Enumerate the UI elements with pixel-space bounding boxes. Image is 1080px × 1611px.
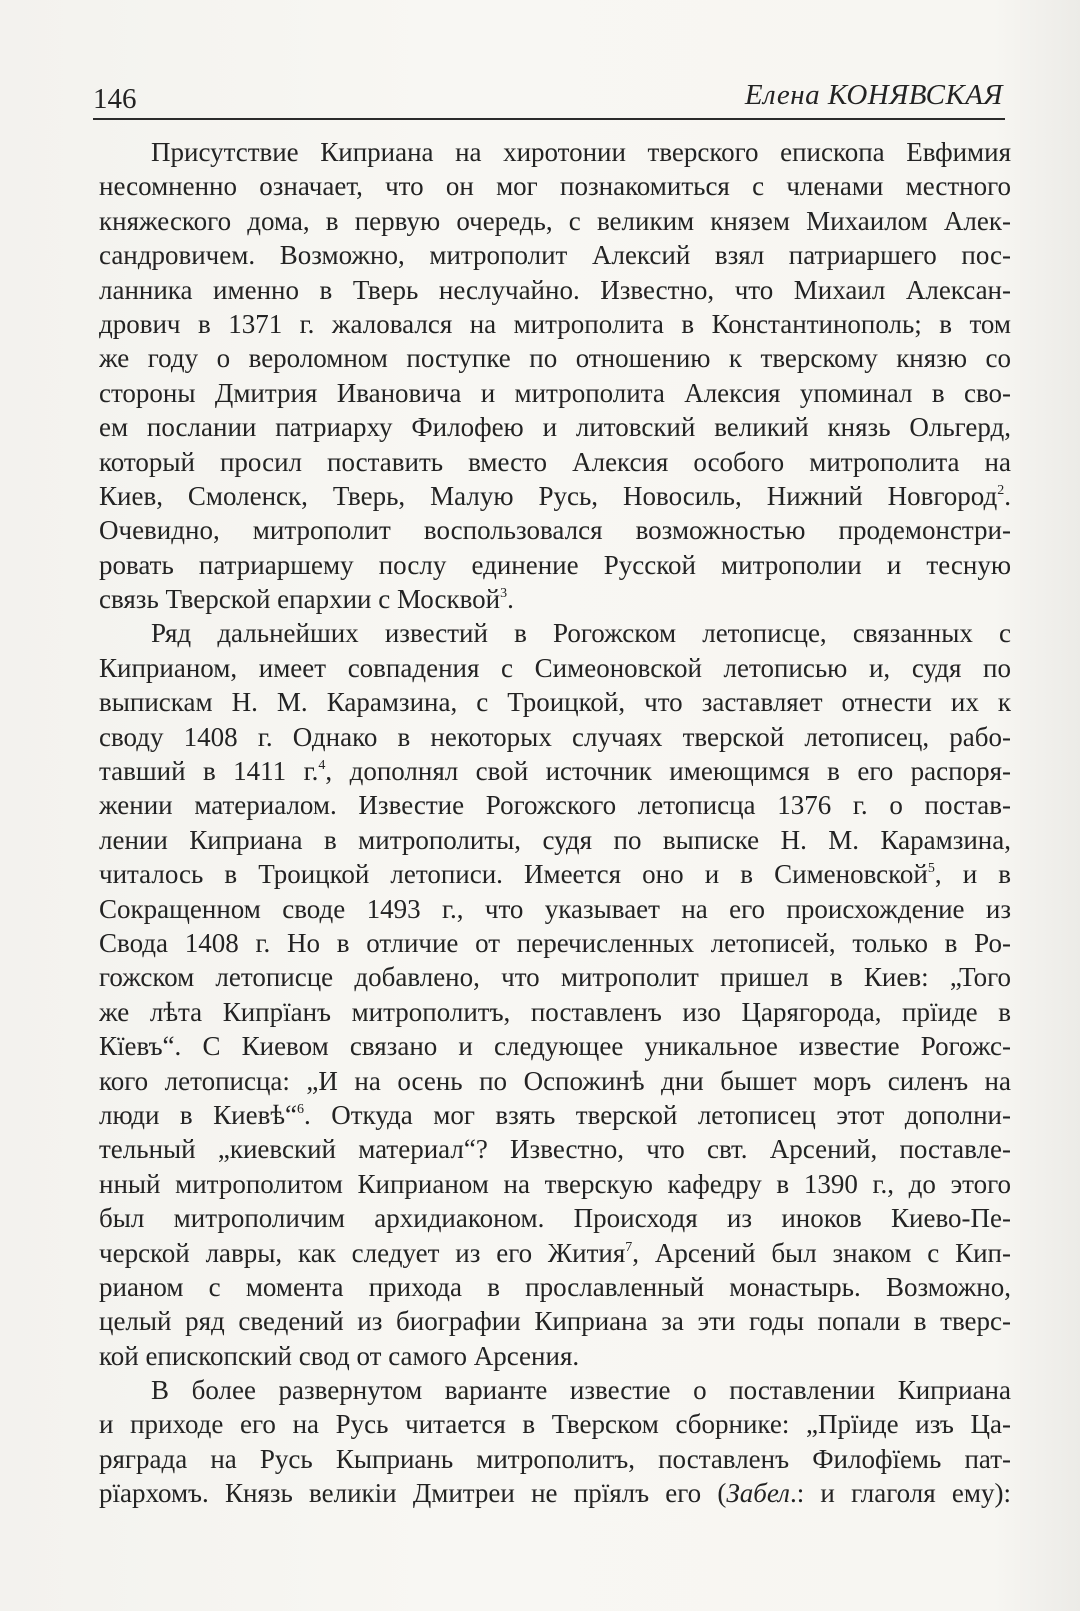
text-line: же лѣта Кипрїанъ митрополитъ, поставленъ изо Царягорода, прїиде в — [99, 996, 1011, 1027]
text-line: кой епископский свод от самого Арсения. — [99, 1340, 580, 1371]
line-text: . — [1004, 480, 1011, 511]
text-line-with-footnote — [99, 1236, 1011, 1270]
line-text: , дополнял свой источник имеющимся в его распоря- — [325, 756, 1011, 787]
line-text: связь Тверской епархии с Москвой — [99, 584, 501, 615]
italic-abbreviation: Забел — [726, 1478, 790, 1509]
text-line: Ряд дальнейших известий в Рогожском летописце, связанных с — [151, 618, 1011, 649]
line-text: , Арсений был знаком с Кип- — [632, 1237, 1011, 1268]
text-line: гожском летописце добавлено, что митрополит пришел в Киев: „Того — [99, 962, 1011, 993]
line-text: . — [507, 584, 514, 615]
text-line: своду 1408 г. Однако в некоторых случаях тверской летописец, рабо- — [99, 721, 1011, 752]
text-line: же году о вероломном поступке по отношению к тверскому князю со — [99, 343, 1011, 374]
text-line: стороны Дмитрия Ивановича и митрополита Алексия упоминал в сво- — [99, 377, 1011, 408]
text-line-with-footnote — [99, 582, 1011, 616]
text-line-with-footnote — [99, 857, 1011, 891]
text-line: рягрaда на Русь Кыприань митрополитъ, поставленъ Филофїемь пат- — [99, 1443, 1011, 1474]
text-line: и приходе его на Русь читается в Тверском сборнике: „Прїиде изъ Ца- — [99, 1409, 1011, 1440]
text-line: В более развернутом варианте известие о поставлении Киприана — [151, 1375, 1011, 1406]
text-line: который просил поставить вместо Алексия особого митрополита на — [99, 446, 1011, 477]
footnote-marker: 4 — [318, 758, 326, 774]
text-line-with-footnote — [99, 1098, 1011, 1132]
text-line-with-footnote — [99, 479, 1011, 513]
text-line-with-footnote — [99, 754, 1011, 788]
text-line-with-italic — [99, 1476, 1011, 1510]
line-text: . Откуда мог взять тверской летописец этот дополни- — [304, 1099, 1011, 1130]
page-number: 146 — [93, 83, 137, 115]
running-title-author: Елена КОНЯВСКАЯ — [744, 79, 1003, 111]
text-line: лении Киприана в митрополиты, судя по выписке Н. М. Карамзина, — [99, 824, 1011, 855]
text-line: Кїевъ“. С Киевом связано и следующее уникальное известие Рогожс- — [99, 1031, 1011, 1062]
line-text: черской лавры, как следует из его Жития — [99, 1237, 626, 1268]
text-line: жении материалом. Известие Рогожского летописца 1376 г. о постав- — [99, 790, 1011, 821]
text-line: выпискам Н. М. Карамзина, с Троицкой, что заставляет отнести их к — [99, 687, 1011, 718]
text-line: тельный „киевский материал“? Известно, что свт. Арсений, поставле- — [99, 1134, 1011, 1165]
footnote-marker: 2 — [997, 482, 1005, 498]
line-text: тавший в 1411 г. — [99, 756, 319, 787]
footnote-marker: 3 — [500, 586, 508, 602]
text-line: был митрополичим архидиаконом. Происходя из иноков Киево-Пе- — [99, 1203, 1011, 1234]
text-line: ем послании патриарху Филофею и литовский великий князь Ольгерд, — [99, 412, 1011, 443]
line-text: .: и глаголя ему): — [789, 1478, 1011, 1509]
line-text: Киев, Смоленск, Тверь, Малую Русь, Новосиль, Нижний Новгород — [99, 480, 998, 511]
line-text: рїархомъ. Князь великіи Дмитреи не прїялъ его ( — [99, 1478, 727, 1509]
text-line: Очевидно, митрополит воспользовался возможностью продемонстри- — [99, 515, 1011, 546]
running-header — [93, 78, 1005, 120]
body-text — [99, 135, 1011, 1511]
text-line: кого летописца: „И на осень по Оспожинѣ дни бышет моръ силенъ на — [99, 1065, 1011, 1096]
text-line: Свода 1408 г. Но в отличие от перечисленных летописей, только в Ро- — [99, 927, 1011, 958]
line-text: , и в — [934, 859, 1011, 890]
text-line: сандровичем. Возможно, митрополит Алексий взял патриаршего пос- — [99, 240, 1011, 271]
text-line: ровать патриаршему послу единение Русской митрополии и тесную — [99, 549, 1011, 580]
footnote-marker: 7 — [625, 1239, 633, 1255]
text-line: несомненно означает, что он мог познакомиться с членами местного — [99, 171, 1011, 202]
text-line: Присутствие Киприана на хиротонии тверского епископа Евфимия — [151, 137, 1011, 167]
text-line: дрович в 1371 г. жаловался на митрополита в Константинополь; в том — [99, 308, 1011, 339]
text-line: рианом с момента прихода в прославленный монастырь. Возможно, — [99, 1271, 1011, 1302]
text-line: княжеского дома, в первую очередь, с великим князем Михаилом Алек- — [99, 205, 1011, 236]
text-line: ланника именно в Тверь неслучайно. Известно, что Михаил Алексан- — [99, 274, 1011, 305]
line-text: читалось в Троицкой летописи. Имеется оно и в Сименовской — [99, 859, 928, 890]
text-line: Киприаном, имеет совпадения с Симеоновской летописью и, судя по — [99, 652, 1011, 683]
footnote-marker: 5 — [927, 861, 935, 877]
text-line: целый ряд сведений из биографии Киприана за эти годы попали в тверс- — [99, 1306, 1011, 1337]
text-line: нный митрополитом Киприаном на тверскую кафедру в 1390 г., до этого — [99, 1168, 1011, 1199]
text-line: Сокращенном своде 1493 г., что указывает на его происхождение из — [99, 893, 1011, 924]
footnote-marker: 6 — [297, 1101, 304, 1117]
line-text: люди в Киевѣ“ — [99, 1099, 297, 1130]
